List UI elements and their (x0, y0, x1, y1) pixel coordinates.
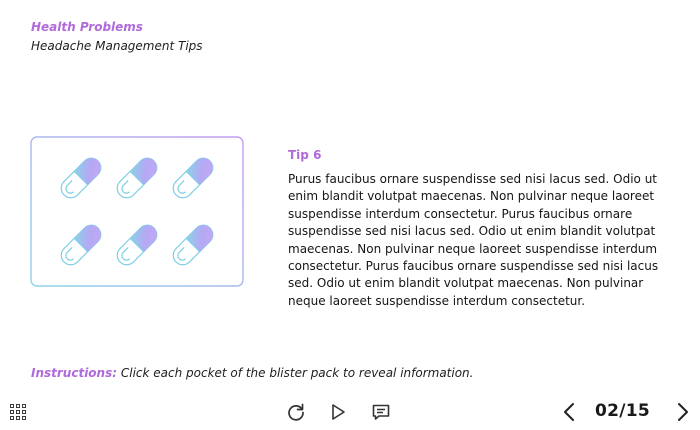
instructions-text: Click each pocket of the blister pack to reveal information. (117, 366, 474, 380)
tip-text: Purus faucibus ornare suspendisse sed nisi lacus sed. Odio ut enim blandit volutpat maecenas. Non pulvinar neque laoreet suspendisse interdum consectetur. Purus faucibus ornare suspendisse sed nisi lacus sed. Odio ut enim blandit volutpat maecenas. Non pulvinar neque laoreet suspendisse interdum consectetur. Purus faucibus ornare suspendisse sed nisi lacus sed. Odio ut enim blandit volutpat maecenas. Non pulvinar neque laoreet suspendisse interdum consectetur. (288, 172, 659, 308)
header (31, 20, 203, 55)
tip-title: Tip 6 (288, 148, 322, 162)
instructions-label: Instructions: (31, 366, 118, 380)
grid-menu-icon[interactable] (10, 404, 26, 420)
blister-pack (30, 136, 244, 287)
play-icon[interactable] (327, 401, 349, 423)
replay-icon[interactable] (285, 401, 307, 423)
chevron-left-icon[interactable] (559, 401, 581, 423)
lesson-title: Headache Management Tips (31, 39, 203, 53)
captions-icon[interactable] (370, 401, 392, 423)
chevron-right-icon[interactable] (671, 401, 693, 423)
page-counter: 02/15 (595, 401, 651, 421)
course-title: Health Problems (31, 20, 143, 34)
instructions (31, 366, 473, 380)
